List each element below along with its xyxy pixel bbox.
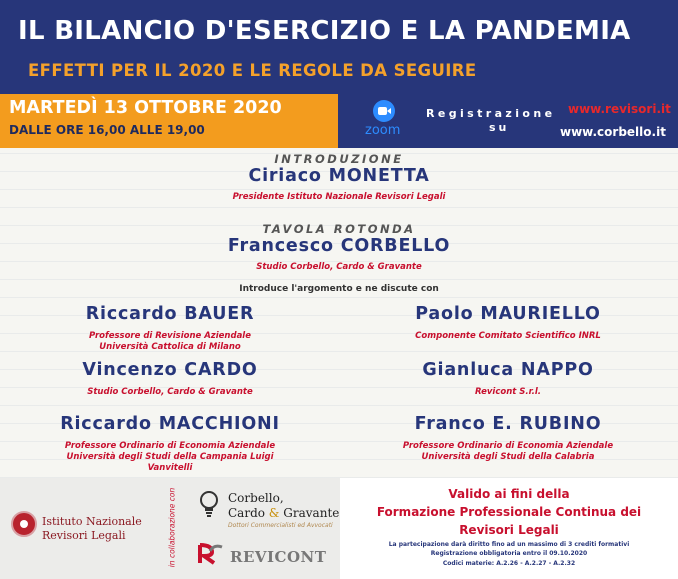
date-band — [0, 94, 338, 148]
corbello-logo-line1: Corbello, — [228, 491, 284, 505]
round-table-name: Francesco CORBELLO — [227, 236, 451, 256]
intro-label: INTRODUZIONE — [274, 152, 404, 166]
event-date: MARTEDÌ 13 OTTOBRE 2020 — [9, 98, 282, 118]
accreditation-line1: Valido ai fini della — [448, 487, 570, 501]
speaker-role: Professore Ordinario di Economia Aziendale — [64, 441, 276, 451]
discussion-intro: Introduce l'argomento e ne discute con — [239, 284, 439, 294]
speaker-affiliation: Università degli Studi della Calabria — [421, 452, 595, 462]
corbello-logo-tagline: Dottori Commercialisti ed Avvocati — [228, 522, 333, 529]
speaker-role: Professore di Revisione Aziendale — [89, 331, 251, 341]
corbello-logo-line2: Cardo & Gravante — [228, 506, 340, 520]
speaker-role: Revicont S.r.l. — [475, 387, 541, 397]
zoom-logo-text: zoom — [365, 123, 401, 138]
accreditation-panel — [340, 478, 678, 579]
registration-deadline: Registrazione obbligatoria entro il 09.10.2020 — [430, 550, 588, 557]
speaker-name: Riccardo BAUER — [85, 304, 255, 324]
collaboration-label: in collaborazione con — [167, 487, 177, 568]
speaker-name: Paolo MAURIELLO — [415, 304, 601, 324]
speaker-name: Gianluca NAPPO — [422, 360, 594, 380]
speaker-role: Componente Comitato Scientifico INRL — [415, 331, 601, 341]
revicont-logo-icon — [196, 541, 224, 567]
revisori-link[interactable]: www.revisori.it — [568, 102, 671, 116]
event-hours: DALLE ORE 16,00 ALLE 19,00 — [9, 123, 205, 137]
speaker-affiliation: Università degli Studi della Campania Luigi — [66, 452, 274, 462]
inrl-name-line1: Istituto Nazionale — [42, 515, 142, 528]
subject-codes: Codici materie: A.2.26 - A.2.27 - A.2.32 — [442, 560, 576, 567]
inrl-name-line2: Revisori Legali — [42, 529, 126, 542]
speaker-name: Vincenzo CARDO — [82, 360, 258, 380]
speaker-name: Franco E. RUBINO — [414, 414, 602, 434]
intro-speaker-role: Presidente Istituto Nazionale Revisori Legali — [232, 192, 446, 202]
round-table-role: Studio Corbello, Cardo & Gravante — [256, 262, 422, 272]
speaker-affiliation-cont: Vanvitelli — [147, 463, 193, 473]
inrl-seal-icon — [11, 511, 37, 537]
lightbulb-icon — [198, 490, 220, 518]
footer — [0, 478, 678, 579]
revicont-logo-text: REVICONT — [230, 548, 327, 566]
speaker-name: Riccardo MACCHIONI — [60, 414, 280, 434]
speaker-role: Professore Ordinario di Economia Aziendale — [402, 441, 614, 451]
accreditation-line3: Revisori Legali — [459, 523, 559, 537]
header-banner — [0, 0, 678, 94]
program-section — [0, 148, 678, 478]
registration-band — [338, 94, 678, 148]
speaker-role: Studio Corbello, Cardo & Gravante — [87, 387, 253, 397]
intro-speaker-name: Ciriaco MONETTA — [248, 166, 430, 186]
partners-panel — [0, 478, 340, 579]
zoom-camera-icon — [373, 100, 395, 122]
corbello-link[interactable]: www.corbello.it — [560, 125, 666, 139]
registration-label: Registrazione — [426, 107, 556, 120]
round-table-label: TAVOLA ROTONDA — [262, 222, 416, 236]
page-title: IL BILANCIO D'ESERCIZIO E LA PANDEMIA — [18, 16, 631, 46]
speaker-affiliation: Università Cattolica di Milano — [99, 342, 241, 352]
registration-su: su — [489, 121, 510, 134]
credits-note: La partecipazione darà diritto fino ad un massimo di 3 crediti formativi — [388, 541, 630, 548]
page-subtitle: EFFETTI PER IL 2020 E LE REGOLE DA SEGUIRE — [28, 61, 477, 80]
accreditation-line2: Formazione Professionale Continua dei — [376, 505, 642, 519]
